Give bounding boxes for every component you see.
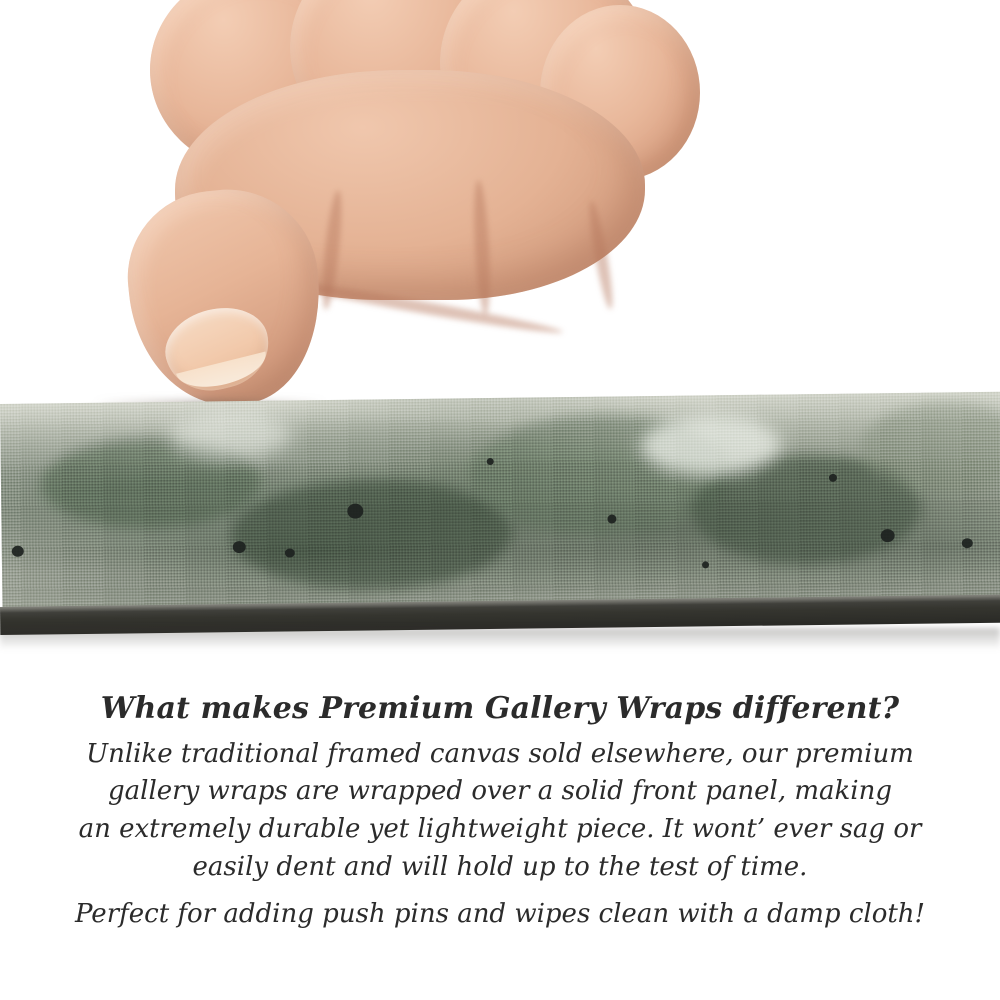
paint-speck bbox=[881, 529, 895, 542]
canvas-edge-icon bbox=[0, 392, 1000, 619]
paint-speck bbox=[829, 474, 837, 482]
nail-tip bbox=[176, 352, 271, 396]
finger-crease bbox=[471, 180, 492, 316]
paint-speck bbox=[607, 514, 616, 523]
canvas-drop-shadow bbox=[0, 628, 1000, 650]
hand-icon bbox=[120, 0, 640, 430]
caption-body-line: an extremely durable yet lightweight piece. It wont’ ever sag or bbox=[78, 813, 922, 844]
caption-final-line: Perfect for adding push pins and wipes clean with a damp cloth! bbox=[74, 899, 925, 930]
caption-body-line: Unlike traditional framed canvas sold elsewhere, our premium bbox=[86, 738, 914, 769]
paint-speck bbox=[487, 458, 494, 465]
finger-crease bbox=[586, 200, 617, 310]
caption-body-line: easily dent and will hold up to the test of time. bbox=[192, 851, 808, 882]
caption-heading: What makes Premium Gallery Wraps different? bbox=[100, 691, 900, 726]
paint-speck bbox=[347, 504, 363, 519]
paint-speck bbox=[233, 541, 246, 553]
paint-speck bbox=[962, 538, 973, 548]
thumbnail-shape bbox=[157, 298, 277, 401]
caption-block bbox=[0, 690, 1000, 934]
canvas-weave-texture bbox=[0, 392, 1000, 619]
paint-speck bbox=[285, 548, 295, 557]
paint-speck bbox=[12, 546, 24, 557]
paint-speck bbox=[702, 561, 709, 568]
caption-body bbox=[0, 736, 1000, 887]
caption-body-line: gallery wraps are wrapped over a solid front panel, making bbox=[108, 776, 892, 807]
